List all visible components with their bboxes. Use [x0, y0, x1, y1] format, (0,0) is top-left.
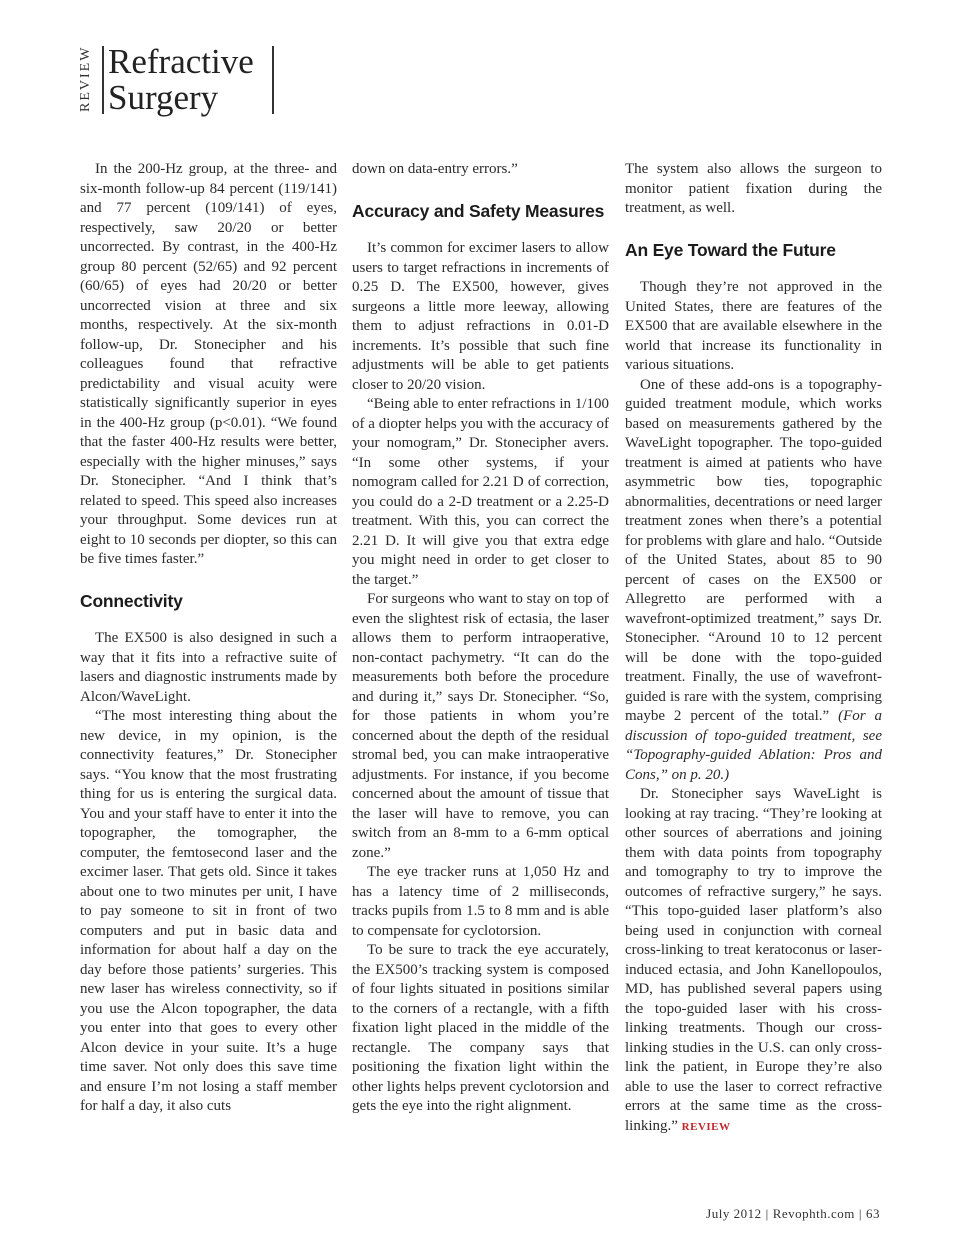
masthead-divider-right [272, 46, 274, 114]
paragraph: The eye tracker runs at 1,050 Hz and has a latency time of 2 milliseconds, tracks pupils from 1.5 to 8 mm and is able to compensate for cyclotorsion. [352, 864, 609, 939]
column-3 [625, 160, 882, 1137]
paragraph: To be sure to track the eye accurately, the EX500’s tracking system is composed of four lights situated in positions similar to the corners of a rectangle, with a fifth fixation light placed in the middle of the rectangle. The company says that positioning the fixation light within the other lights helps prevent cyclotorsion and gets the eye into the right alignment. [352, 942, 609, 1114]
site-name: Revophth.com [772, 1206, 855, 1221]
paragraph: The EX500 is also designed in such a way that it fits into a refractive suite of lasers and diagnostic instruments made by Alcon/WaveLight. [80, 630, 337, 705]
paragraph [625, 376, 882, 786]
section-heading-future: An Eye Toward the Future [625, 239, 836, 260]
paragraph: For surgeons who want to stay on top of even the slightest risk of ectasia, the laser allows them to perform intraoperative, non-contact pachymetry. “It can do the measurements both before the procedure and during it,” says Dr. Stonecipher. “So, for those patients in whom you’re concerned about the depth of the residual stromal bed, you can make intraoperative adjustments. For instance, if you become concerned about the amount of tissue that the laser will have to remove, you can switch from an 8-mm to a 6-mm optical zone.” [352, 591, 609, 861]
issue-date: July 2012 [706, 1206, 762, 1221]
paragraph-continued: The system also allows the surgeon to monitor patient fixation during the treatment, as well. [625, 161, 882, 216]
footer-separator: | [858, 1206, 862, 1221]
paragraph [625, 785, 882, 1137]
paragraph-text: Dr. Stonecipher says WaveLight is looking at ray tracing. “They’re looking at other sources of aberrations and joining them with data points from topography and tomography to try to improve the outcomes of refractive surgery,” he says. “This topo-guided laser platform’s also being used in conjunction with corneal cross-linking to treat keratoconus or laser-induced ectasia, and John Kanellopoulos, MD, has published several papers using the topo-guided laser with his cross-linking treatments. Though our cross-linking studies in the U.S. can only cross-link the patient, in Europe they’re also able to use the laser to correct refractive errors at the same time as the cross-linking.” [625, 786, 882, 1134]
column-1 [80, 160, 337, 1117]
paragraph: It’s common for excimer lasers to allow users to target refractions in increments of 0.25 D. The EX500, however, gives surgeons a little more leeway, allowing them to adjust refractions in 0.01-D increments. It’s possible that such fine adjustments will be able to get patients closer to 20/20 vision. [352, 240, 609, 393]
page-number: 63 [866, 1206, 880, 1221]
paragraph-text: One of these add-ons is a topography-guided treatment module, which works based on measurements gathered by the WaveLight topographer. The topo-guided treatment is aimed at patients who have asymmetric bow ties, topographic abnormalities, decentrations or need larger treatment zones when there’s a potential for problems with glare and halo. “Outside of the United States, about 85 to 90 percent of cases on the EX500 or Allegretto are performed with a wavefront-optimized treatment,” says Dr. Stonecipher. “Around 10 to 12 percent will be done with the topo-guided treatment. Finally, the use of wavefront-guided is rare with the system, comprising maybe 2 percent of the total.” [625, 376, 883, 724]
paragraph: Though they’re not approved in the United States, there are features of the EX500 that are available elsewhere in the world that increase its functionality in various situations. [625, 279, 882, 373]
title-line-2: Surgery [108, 78, 219, 117]
masthead-divider-left [102, 46, 104, 114]
page-title [108, 44, 254, 116]
page-footer [706, 1206, 880, 1222]
paragraph: “Being able to enter refractions in 1/100 of a diopter helps you with the accuracy of your nomogram,” Dr. Stonecipher avers. “In some other systems, if your nomogram called for 2.21 D of correction, you could do a 2-D treatment or a 2.25-D treatment. With this, you can correct the 2.21 D. It will give you that extra edge you might need in order to get closer to the target.” [352, 396, 609, 588]
section-heading-connectivity: Connectivity [80, 590, 183, 611]
paragraph: “The most interesting thing about the new device, in my opinion, is the connectivity features,” Dr. Stonecipher says. “You know that the most frustrating thing for us is entering the surgical data. You and your staff have to enter it into the topographer, the tomographer, the computer, the femtosecond laser and the excimer laser. That gets old. Since it takes about one to two minutes per unit, I have to pay someone to sit in front of two computers and put in basic data and information for about half a day on the day before those patients’ surgeries. This new laser has wireless connectivity, so if you use the Alcon topographer, the data you enter into that goes to every other Alcon device in your suite. It’s a huge time saver. Not only does this save time and ensure I’m not losing a staff member for half a day, it also cuts [80, 708, 337, 1114]
section-tag: REVIEW [78, 45, 93, 112]
column-2 [352, 160, 609, 1117]
title-line-1: Refractive [108, 42, 254, 81]
footer-separator: | [765, 1206, 769, 1221]
cross-reference-note: (For a discussion of topo-guided treatment, see “Topography-guided Ablation: Pros and Cons,” on p. 20.) [625, 708, 882, 783]
paragraph: In the 200-Hz group, at the three- and six-month follow-up 84 percent (119/141) and 77 percent (109/141) of eyes, respectively, saw 20/20 or better uncorrected. By contrast, in the 400-Hz group 80 percent (52/65) and 92 percent (60/65) of eyes had 20/20 or better uncorrected vision at three and six months, respectively. At the six-month follow-up, Dr. Stonecipher and his colleagues found that refractive predictability and visual acuity were statistically significantly superior in eyes in the 400-Hz group (p<0.01). “We found that the faster 400-Hz results were better, especially with the higher minuses,” says Dr. Stonecipher. “And I think that’s related to speed. This speed also increases your throughput. Some devices run at eight to 10 seconds per diopter, so this can be five times faster.” [80, 161, 337, 567]
paragraph-continued: down on data-entry errors.” [352, 161, 518, 177]
section-heading-accuracy: Accuracy and Safety Measures [352, 200, 605, 221]
end-mark: REVIEW [681, 1120, 731, 1133]
